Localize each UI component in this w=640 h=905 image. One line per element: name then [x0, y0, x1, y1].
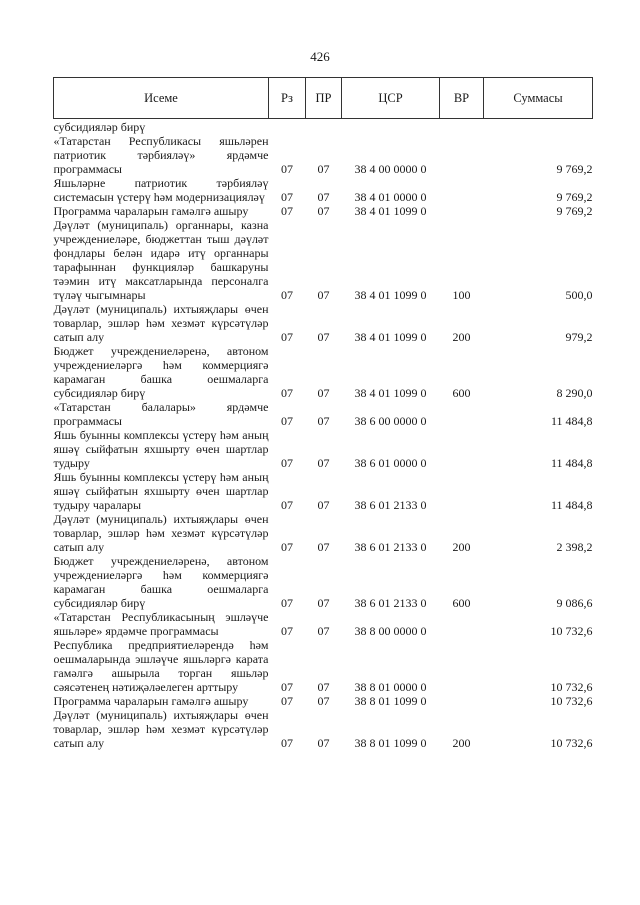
cell-csr: 38 6 01 2133 0	[354, 596, 427, 610]
table-row	[54, 610, 593, 638]
cell-csr: 38 8 01 0000 0	[354, 680, 427, 694]
cell-csr: 38 4 01 1099 0	[354, 204, 427, 218]
cell-pr: 07	[317, 190, 330, 204]
header-name: Исеме	[54, 78, 269, 119]
cell-pr: 07	[317, 288, 330, 302]
table-header-row	[54, 78, 593, 119]
cell-sum: 9 086,6	[556, 596, 593, 610]
cell-sum: 8 290,0	[556, 386, 593, 400]
cell-vr	[440, 400, 484, 428]
cell-vr	[440, 204, 484, 218]
cell-rz: 07	[281, 680, 293, 694]
cell-name: «Татарстан балалары» ярдәмче программасы	[53, 400, 269, 428]
table-row	[54, 428, 593, 470]
cell-vr	[440, 134, 484, 176]
cell-sum: 9 769,2	[556, 190, 593, 204]
cell-csr: 38 4 01 1099 0	[354, 386, 427, 400]
cell-rz: 07	[281, 456, 293, 470]
cell-csr	[342, 119, 440, 135]
table-row	[54, 638, 593, 694]
table-row	[54, 344, 593, 400]
cell-sum: 500,0	[565, 288, 593, 302]
cell-name: Бюджет учреждениеләренә, автоном учреждениеләргә һәм коммерциягә карамаган башка оешмаларга субсидияләр бирү	[53, 344, 269, 400]
cell-pr: 07	[317, 736, 330, 750]
cell-name: Республика предприятиеләрендә һәм оешмаларында эшләүче яшьләргә карата гамәлгә ашырыла торган яшьләр сәясәтенең нәтиҗәләелеген арттыру	[53, 638, 269, 694]
cell-vr	[440, 176, 484, 204]
cell-vr	[440, 638, 484, 694]
cell-pr: 07	[317, 540, 330, 554]
cell-vr: 600	[452, 596, 471, 610]
header-vr: ВР	[440, 78, 484, 119]
cell-vr	[440, 428, 484, 470]
cell-vr	[440, 694, 484, 708]
cell-pr: 07	[317, 386, 330, 400]
cell-rz: 07	[281, 624, 293, 638]
cell-pr	[306, 119, 342, 135]
cell-name: Программа чараларын гамәлгә ашыру	[53, 204, 249, 218]
table-row	[54, 176, 593, 204]
cell-sum: 9 769,2	[556, 162, 593, 176]
table-row	[54, 218, 593, 302]
cell-vr: 200	[452, 736, 471, 750]
table-row	[54, 204, 593, 218]
table-row	[54, 512, 593, 554]
cell-name: «Татарстан Республикасының эшләүче яшьләре» ярдәмче программасы	[53, 610, 269, 638]
table-row	[54, 470, 593, 512]
cell-name: Дәүләт (муниципаль) органнары, казна учреждениеләре, бюджеттан тыш дәүләт фондлары белән идарә итү органнары тарафыннан функцияләр башкаруны тәэмин итү максатларында персоналга түләү чыгымнары	[53, 218, 269, 302]
cell-vr: 600	[452, 386, 471, 400]
cell-pr: 07	[317, 694, 330, 708]
table-row	[54, 400, 593, 428]
budget-table	[53, 77, 593, 750]
cell-name: Яшь буынны комплексы үстерү һәм аның яшәү сыйфатын яхшырту өчен шартлар тудыру чаралары	[53, 470, 269, 512]
cell-vr	[440, 610, 484, 638]
cell-name: Дәүләт (муниципаль) ихтыяҗлары өчен товарлар, эшләр һәм хезмәт күрсәтүләр сатып алу	[53, 512, 269, 554]
cell-sum: 11 484,8	[550, 498, 593, 512]
cell-vr	[440, 470, 484, 512]
cell-sum: 10 732,6	[550, 624, 593, 638]
table-row	[54, 554, 593, 610]
cell-pr: 07	[317, 624, 330, 638]
cell-rz: 07	[281, 330, 293, 344]
cell-name: Дәүләт (муниципаль) ихтыяҗлары өчен товарлар, эшләр һәм хезмәт күрсәтүләр сатып алу	[53, 708, 269, 750]
cell-pr: 07	[317, 204, 330, 218]
cell-vr: 200	[452, 540, 471, 554]
cell-name: «Татарстан Республикасы яшьләрен патриотик тәрбияләү» ярдәмче программасы	[53, 134, 269, 176]
cell-rz: 07	[281, 414, 293, 428]
cell-rz: 07	[281, 386, 293, 400]
cell-sum: 9 769,2	[556, 204, 593, 218]
cell-pr: 07	[317, 680, 330, 694]
cell-csr: 38 6 01 0000 0	[354, 456, 427, 470]
cell-sum: 979,2	[565, 330, 593, 344]
cell-csr: 38 6 00 0000 0	[354, 414, 427, 428]
cell-sum: 2 398,2	[556, 540, 593, 554]
cell-pr: 07	[317, 414, 330, 428]
cell-vr	[440, 119, 484, 135]
cell-rz: 07	[281, 498, 293, 512]
cell-rz: 07	[281, 190, 293, 204]
cell-rz: 07	[281, 288, 293, 302]
cell-name: Бюджет учреждениеләренә, автоном учреждениеләргә һәм коммерциягә карамаган башка оешмаларга субсидияләр бирү	[53, 554, 269, 610]
cell-csr: 38 8 01 1099 0	[354, 694, 427, 708]
cell-rz: 07	[281, 694, 293, 708]
cell-vr: 100	[452, 288, 471, 302]
cell-csr: 38 8 01 1099 0	[354, 736, 427, 750]
header-csr: ЦСР	[342, 78, 440, 119]
cell-sum	[484, 119, 593, 135]
cell-vr: 200	[452, 330, 471, 344]
cell-rz: 07	[281, 596, 293, 610]
cell-csr: 38 4 01 0000 0	[354, 190, 427, 204]
cell-pr: 07	[317, 456, 330, 470]
header-rz: Рз	[269, 78, 306, 119]
cell-csr: 38 6 01 2133 0	[354, 498, 427, 512]
cell-csr: 38 4 01 1099 0	[354, 330, 427, 344]
cell-name: Яшь буынны комплексы үстерү һәм аның яшәү сыйфатын яхшырту өчен шартлар тудыру	[53, 428, 269, 470]
cell-name: Дәүләт (муниципаль) ихтыяҗлары өчен товарлар, эшләр һәм хезмәт күрсәтүләр сатып алу	[53, 302, 269, 344]
cell-sum: 11 484,8	[550, 456, 593, 470]
cell-pr: 07	[317, 162, 330, 176]
cell-name: Программа чараларын гамәлгә ашыру	[53, 694, 249, 708]
cell-sum: 10 732,6	[550, 680, 593, 694]
cell-name: субсидияләр бирү	[53, 120, 146, 134]
cell-rz: 07	[281, 736, 293, 750]
cell-name: Яшьләрне патриотик тәрбияләү системасын үстерү һәм модернизацияләү	[53, 176, 269, 204]
table-row	[54, 708, 593, 750]
table-row	[54, 119, 593, 135]
cell-pr: 07	[317, 596, 330, 610]
cell-sum: 10 732,6	[550, 694, 593, 708]
cell-csr: 38 6 01 2133 0	[354, 540, 427, 554]
cell-rz	[269, 119, 306, 135]
cell-sum: 11 484,8	[550, 414, 593, 428]
header-pr: ПР	[306, 78, 342, 119]
table-row	[54, 134, 593, 176]
cell-csr: 38 4 01 1099 0	[354, 288, 427, 302]
table-row	[54, 694, 593, 708]
table-body	[54, 119, 593, 751]
cell-sum: 10 732,6	[550, 736, 593, 750]
page-number: 426	[310, 49, 330, 64]
header-sum: Суммасы	[484, 78, 593, 119]
cell-csr: 38 4 00 0000 0	[354, 162, 427, 176]
cell-pr: 07	[317, 330, 330, 344]
cell-rz: 07	[281, 162, 293, 176]
cell-rz: 07	[281, 540, 293, 554]
cell-pr: 07	[317, 498, 330, 512]
cell-rz: 07	[281, 204, 293, 218]
cell-csr: 38 8 00 0000 0	[354, 624, 427, 638]
table-row	[54, 302, 593, 344]
